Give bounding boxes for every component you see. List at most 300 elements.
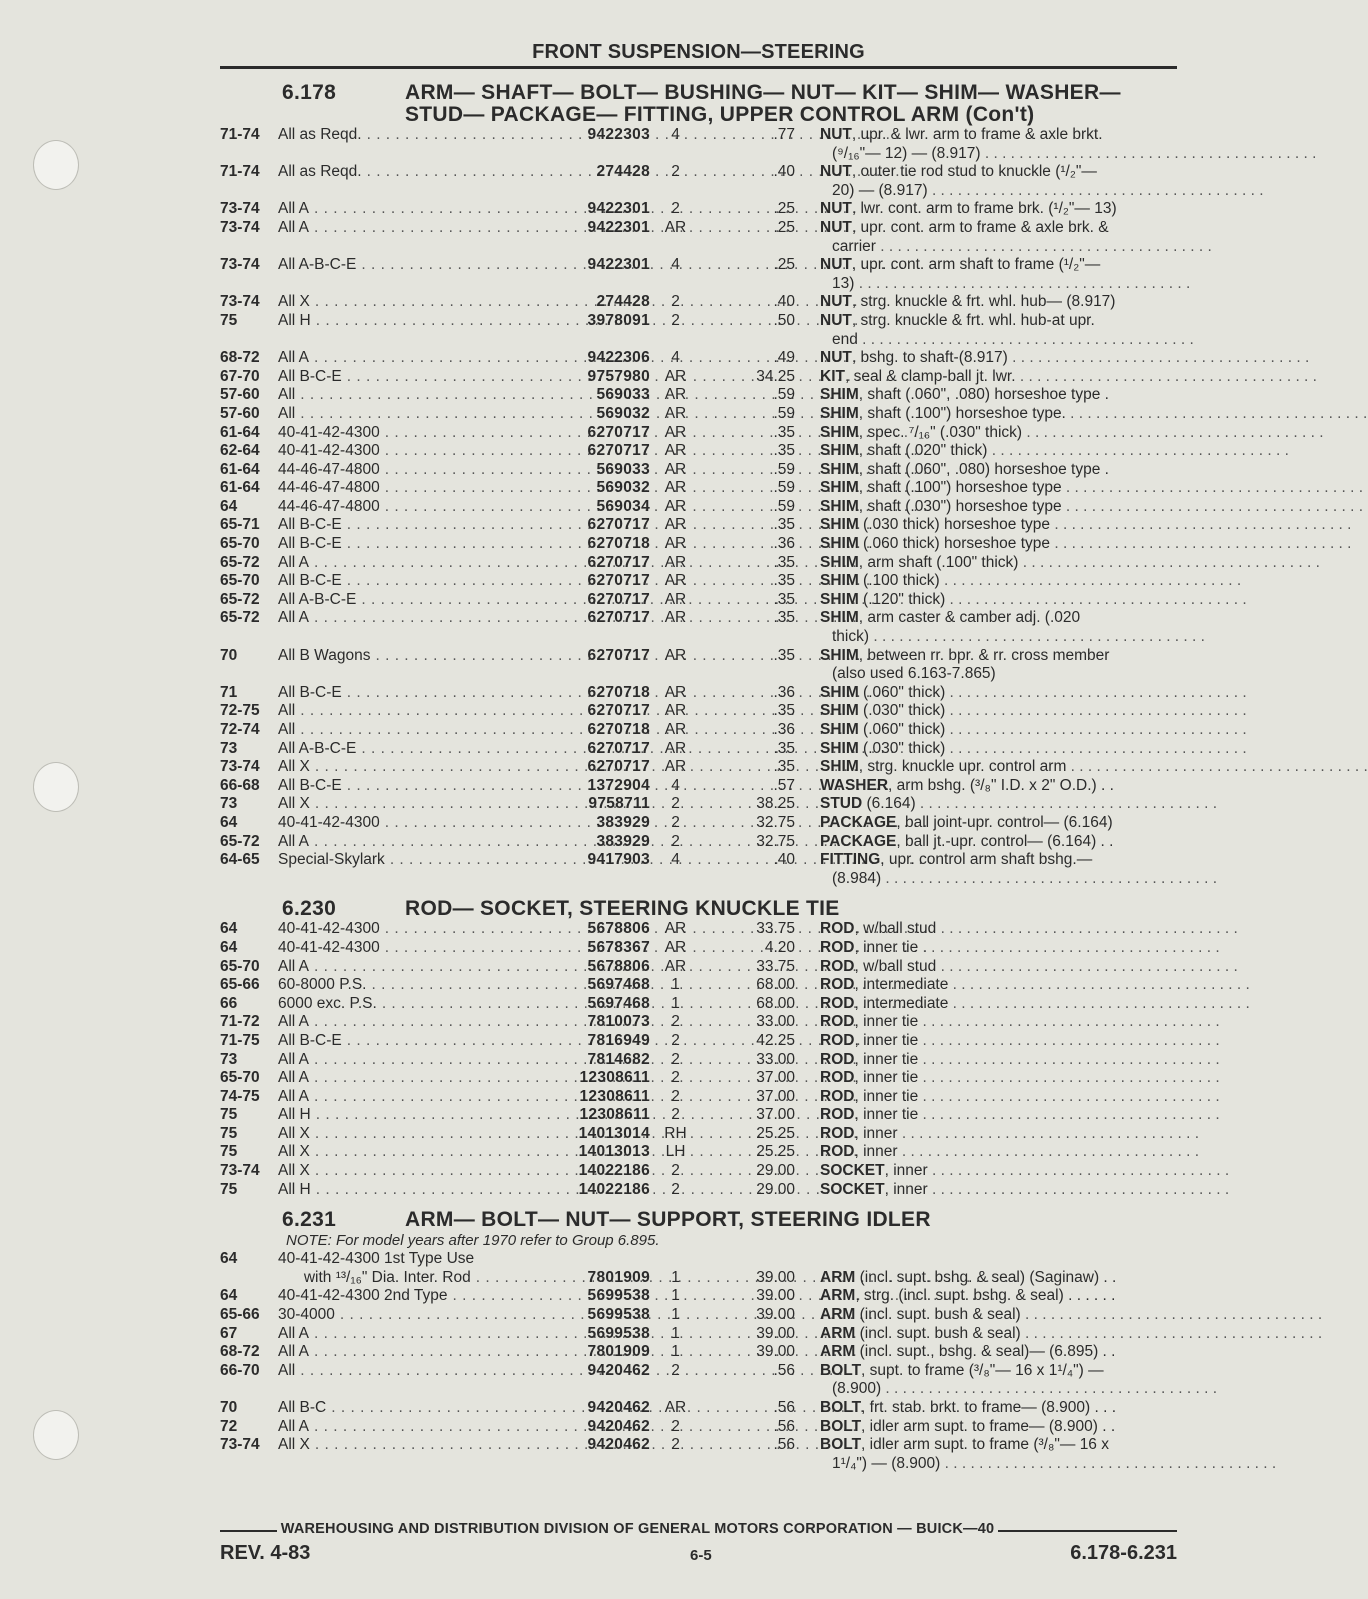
description (795, 479, 1363, 498)
quantity: 2 (671, 1069, 680, 1087)
model-cell (278, 609, 558, 646)
description (795, 424, 1324, 443)
model-cell (278, 1306, 558, 1325)
leader-dots: . . . . . . . . . . . . . . . . . . . . . . . . . . . . . . . . . . . (927, 1162, 1230, 1180)
leader-dots: . . . . . . . . . . . . . . . . . . . . . . . . . . . . . . . . . . . . . . . (857, 330, 1194, 348)
description-text: (.030" thick) (858, 739, 946, 757)
model-text: All B Wagons (278, 646, 371, 664)
quantity: 1 (671, 994, 680, 1012)
model-text: 40-41-42-4300 (278, 442, 380, 460)
section-number: 6.231 (282, 1208, 337, 1232)
table-row (220, 461, 1177, 480)
description-text: (⁹/₁₆"— 12) — (8.917) (832, 144, 981, 162)
part-keyword: NUT (820, 293, 852, 311)
table-row (220, 423, 1324, 443)
price: .35 (773, 553, 795, 571)
part-number: 569033 (596, 460, 650, 478)
model-year: 65-70 (220, 572, 260, 590)
part-keyword: ARM (820, 1287, 856, 1305)
description (795, 1013, 1220, 1032)
table-row (220, 647, 1177, 684)
model-year: 71-75 (220, 1031, 260, 1049)
description-text: , idler arm supt. to frame (³/₈"— 16 x (861, 1436, 1109, 1454)
model-text: 44-46-47-4800 (278, 479, 380, 497)
description-line (820, 1051, 1220, 1070)
table-row (220, 1418, 1177, 1437)
description-line (820, 256, 1190, 275)
part-keyword: ROD (820, 1069, 855, 1087)
price: 25.25 (756, 1124, 795, 1142)
quantity: AR (664, 423, 687, 441)
model-cell (278, 293, 558, 312)
leader-dots: . . . . . . . . . . . . . . . . . . . . . . . . . . . . . . . . . . . . . . . (869, 628, 1205, 646)
quantity: AR (664, 218, 687, 236)
description (795, 1287, 1177, 1306)
model-text: All H (278, 1106, 311, 1124)
description-text: , intermediate (854, 994, 949, 1012)
description-line (820, 702, 1247, 721)
part-number: 14022186 (578, 1180, 650, 1198)
table-row (220, 920, 1238, 939)
table-row (220, 256, 1191, 293)
leader-dots: . . . . . . . . . . . . . . . . . . . . . . . . . . . . . . . . . . . (1050, 535, 1352, 553)
part-keyword: SHIM (820, 739, 859, 757)
model-year: 67-70 (220, 367, 260, 385)
description-continuation (820, 665, 1177, 684)
model-cell (278, 1436, 558, 1473)
quantity: 2 (671, 813, 680, 831)
table-row (220, 609, 1205, 646)
model-text: All (278, 702, 296, 720)
model-cell (278, 312, 558, 349)
description-text: , inner tie (854, 1031, 919, 1049)
model-text: 40-41-42-4300 2nd Type (278, 1287, 448, 1305)
quantity: AR (664, 920, 687, 938)
model-year: 75 (220, 1143, 238, 1161)
model-cell (278, 1088, 558, 1107)
table-row (220, 1143, 1199, 1162)
part-number: 9758711 (588, 795, 650, 813)
description-line (820, 516, 1351, 535)
description-line (820, 572, 1241, 591)
model-text: All A (278, 1013, 310, 1031)
model-cell (278, 1269, 558, 1288)
part-keyword: SOCKET (820, 1180, 885, 1198)
description-line (820, 126, 1316, 145)
part-number: 5697468 (587, 994, 650, 1012)
table-row (220, 1050, 1220, 1070)
model-text: All B-C-E (278, 572, 342, 590)
quantity: 2 (671, 1031, 680, 1049)
description-text: , supt. to frame (³/₈"— 16 x 1¹/₄") — (861, 1361, 1104, 1379)
section-number: 6.178 (282, 81, 337, 104)
description-line (820, 535, 1351, 554)
description (795, 1399, 1177, 1418)
model-cell (278, 126, 558, 163)
price (695, 1250, 795, 1269)
part-number: 9420462 (587, 1436, 650, 1454)
quantity: 4 (671, 776, 680, 794)
part-number: 7810073 (587, 1013, 650, 1031)
table-row (220, 1361, 1218, 1399)
model-cell (278, 1287, 558, 1306)
price: .25 (773, 218, 795, 236)
part-number: 7801909 (587, 1268, 650, 1286)
price: 29.00 (756, 1180, 795, 1198)
price: .59 (773, 404, 795, 422)
leader-dots: . . . . . . . . . . . . . . . . . . . . . . . . . . . . . . . . . . . (1018, 553, 1320, 571)
model-year: 64 (220, 813, 238, 831)
table-row (220, 833, 1177, 852)
quantity: 1 (671, 976, 680, 994)
model-cell (278, 777, 558, 796)
price: .36 (773, 721, 795, 738)
description (795, 1436, 1276, 1473)
model-text: 40-41-42-4300 (278, 938, 380, 956)
model-text: All B-C-E (278, 683, 342, 701)
model-year: 65-66 (220, 1306, 260, 1324)
table-row (220, 386, 1177, 405)
table-row (220, 976, 1250, 995)
quantity: 2 (671, 293, 680, 311)
model-text: All A (278, 1069, 310, 1087)
model-year: 64 (220, 938, 238, 956)
description-line (820, 386, 1177, 405)
part-keyword: NUT (820, 218, 852, 236)
leader-dots: . . . . . . . . . . . . . . . . . . . . . . . . . . . . . . . . . . . (918, 1031, 1220, 1049)
part-number: 274428 (596, 163, 650, 181)
table-row (220, 721, 1247, 740)
description-continuation (820, 331, 1194, 350)
model-year: 57-60 (220, 404, 260, 422)
model-year: 67 (220, 1324, 238, 1342)
price: .35 (773, 572, 795, 590)
leader-dots: . . . . . . . . . . . . . . . . . . . . . . . . . . . . . . . . . . . (945, 702, 1247, 720)
part-keyword: NUT (820, 349, 852, 367)
part-number (558, 1250, 650, 1269)
model-year: 68-72 (220, 349, 260, 367)
table-row (220, 163, 1264, 200)
model-cell (278, 1362, 558, 1399)
description-text: , shaft (.100") horseshoe type. (858, 404, 1066, 422)
quantity: 2 (671, 163, 680, 181)
model-text: 40-41-42-4300 (278, 813, 380, 831)
leader-dots: . . . . . . . . . . . . . . . . . . . . . . . . . . . . . . . . . . . (918, 938, 1220, 956)
part-number: 383929 (596, 832, 650, 850)
model-year: 61-64 (220, 423, 260, 441)
leader-dots: . . . . . . . . . . . . . . . . . . . . . . . . . . . . . . . . . . . (918, 1087, 1220, 1105)
leader-dots: . . . . . . . . . . . . . . . . . . . . . . . . . . . . . . . . . . . . . . . (881, 1380, 1218, 1398)
leader-dots: . . . . . . . . . . . . . . . . . . . . . . . . . . . . . . . . . . . (1007, 349, 1310, 367)
description (795, 535, 1351, 554)
description-text: , shaft (.060", .080) horseshoe type . (858, 460, 1109, 478)
model-text: All as Reqd. (278, 163, 362, 181)
part-number: 5678806 (587, 920, 650, 938)
model-cell (278, 219, 558, 256)
model-year: 71-74 (220, 126, 260, 143)
part-keyword: SHIM (820, 404, 859, 422)
description (795, 1325, 1322, 1344)
quantity: AR (664, 460, 687, 478)
model-year: 66 (220, 994, 238, 1012)
description-text: , upr. control arm shaft bshg.— (880, 851, 1093, 869)
part-keyword: ROD (820, 994, 855, 1012)
description-line (820, 312, 1194, 331)
part-number: 9417903 (587, 851, 650, 869)
description-text: , inner tie (854, 1069, 919, 1087)
part-number: 14013013 (578, 1143, 650, 1161)
section-title (405, 1209, 1177, 1231)
quantity: AR (664, 479, 687, 497)
part-keyword: BOLT (820, 1399, 862, 1416)
binder-hole-top (33, 140, 79, 190)
leader-dots: . . . . . . . . . . . . . . . . . . . . . . . . . . . . . . . . . . . (915, 795, 1218, 813)
table-row (220, 1162, 1230, 1181)
quantity: AR (664, 535, 687, 553)
description-line (820, 1143, 1199, 1162)
part-number: 12308611 (579, 1106, 650, 1124)
section-heading (220, 1209, 1177, 1231)
price: .35 (773, 702, 795, 720)
price: 39.00 (756, 1324, 795, 1342)
leader-dots: . . . . . . . . . . . . . . . . . . . . . . . . . . . . . . . . . . . (945, 721, 1247, 738)
description-line (820, 368, 1317, 387)
leader-dots: . . . . . . . . . . . . . . . . . . . . . . . . . . . . . . . . . . . (987, 442, 1289, 460)
description-text: , spec. ⁷/₁₆" (.030" thick) (858, 423, 1023, 441)
description-line (820, 1436, 1276, 1455)
model-cell (278, 1162, 558, 1181)
description-line (820, 219, 1212, 238)
model-year: 65-72 (220, 590, 260, 608)
leader-dots: . . . . . . . . . . . . . . . . . . . . . . . . . . . . . . . . . . . (1065, 404, 1368, 422)
table-row (220, 1087, 1220, 1107)
part-number: 9422301 (587, 218, 650, 236)
model-year: 72-75 (220, 702, 260, 720)
model-text: All B-C-E (278, 776, 342, 794)
model-cell (278, 920, 558, 939)
description-line (820, 1013, 1220, 1032)
model-year: 75 (220, 311, 238, 329)
model-year: 61-64 (220, 479, 260, 497)
price: 68.00 (756, 976, 795, 994)
table-row (220, 1399, 1177, 1418)
footer-division-text: WAREHOUSING AND DISTRIBUTION DIVISION OF GENERAL MOTORS CORPORATION — BUICK—40 (277, 1521, 999, 1537)
description (795, 1250, 1177, 1269)
price: 33.75 (756, 957, 795, 975)
description (795, 219, 1212, 256)
model-year: 73-74 (220, 200, 260, 218)
model-year: 65-70 (220, 535, 260, 553)
model-cell (278, 995, 558, 1014)
description-text: , shaft (.030") horseshoe type (858, 497, 1062, 515)
part-keyword: SHIM (820, 535, 859, 553)
price: 29.00 (756, 1162, 795, 1180)
model-year: 66-68 (220, 776, 260, 794)
leader-dots: . . . . . . . . . . . . . . . . . . . . . . . . . . . . . . . . . . . (939, 572, 1242, 590)
leader-dots: . . . . . . . . . . . . . . . . . . . . . . . . . . . . . . . . . . . . . . . (927, 181, 1264, 199)
price: .57 (773, 776, 795, 794)
price: .59 (773, 460, 795, 478)
part-number: 12308611 (579, 1087, 650, 1105)
model-text: All (278, 1361, 296, 1379)
model-cell (278, 1013, 558, 1032)
description-text: , strg. knuckle upr. control arm (858, 758, 1067, 776)
part-number: 6270717 (587, 423, 650, 441)
part-keyword: ROD (820, 1106, 855, 1124)
model-cell (278, 498, 558, 517)
table-row (220, 553, 1320, 573)
footer-page-number: 6-5 (690, 1547, 712, 1564)
table-row (220, 1250, 1177, 1269)
part-keyword: NUT (820, 163, 852, 181)
part-number: 12308611 (579, 1069, 650, 1087)
quantity: LH (665, 1143, 686, 1161)
part-keyword: SHIM (820, 386, 859, 404)
part-number: 6270717 (587, 553, 650, 571)
description-line (820, 1181, 1229, 1200)
price: 37.00 (756, 1106, 795, 1124)
quantity: 2 (671, 1417, 680, 1435)
quantity: 2 (671, 311, 680, 329)
model-text: All A (278, 609, 310, 627)
description-text: , inner tie (854, 1087, 919, 1105)
description (795, 702, 1247, 721)
model-cell (278, 1125, 558, 1144)
price: 25.25 (756, 1143, 795, 1161)
model-cell (278, 516, 558, 535)
model-cell (278, 1343, 558, 1362)
table-row (220, 293, 1177, 312)
description-line (820, 939, 1220, 958)
part-keyword: SHIM (820, 646, 859, 664)
description-line (820, 1287, 1177, 1306)
model-text: All X (278, 758, 310, 776)
model-text: All X (278, 1436, 310, 1454)
description-line (820, 200, 1177, 219)
model-cell (278, 591, 558, 610)
description (795, 1362, 1217, 1399)
description-line (820, 958, 1238, 977)
model-text: All A (278, 1050, 310, 1068)
section-title (405, 898, 1177, 920)
table-row (220, 683, 1247, 703)
model-cell (278, 424, 558, 443)
model-cell (278, 1143, 558, 1162)
quantity: AR (664, 442, 687, 460)
description-text: , inner (884, 1162, 928, 1180)
description-text: 1¹/₄") — (8.900) (832, 1454, 941, 1472)
part-keyword: BOLT (820, 1417, 862, 1435)
description-text: , upr. cont. arm to frame & axle brk. & (851, 218, 1109, 236)
description-line (820, 721, 1247, 740)
description-line (820, 1343, 1177, 1362)
model-cell (278, 833, 558, 852)
description-line (820, 461, 1177, 480)
model-text: 44-46-47-4800 (278, 497, 380, 515)
model-text: 44-46-47-4800 (278, 460, 380, 478)
description-line (820, 405, 1367, 424)
part-number: 6270717 (587, 702, 650, 720)
description-line (820, 1125, 1199, 1144)
model-text: All A (278, 1324, 310, 1342)
part-number: 7816949 (587, 1031, 650, 1049)
binder-hole-bottom (33, 1410, 79, 1460)
quantity: AR (664, 702, 687, 720)
description-line (820, 498, 1363, 517)
description-line (820, 851, 1217, 870)
part-keyword: SHIM (820, 590, 859, 608)
description-text: , ball joint-upr. control— (6.164) (896, 813, 1113, 831)
leader-dots: . . . . . . . . . . . . . . . . . . . . . . . . . . . . . . . . . . . (1022, 423, 1324, 441)
table-row (220, 497, 1364, 517)
description-text: , shaft (.060", .080) horseshoe type . (858, 386, 1109, 404)
description (795, 758, 1368, 777)
part-number: 6270717 (587, 609, 650, 627)
part-number: 9420462 (587, 1399, 650, 1416)
part-keyword: SHIM (820, 460, 859, 478)
quantity: 2 (671, 795, 680, 813)
model-text: All B-C-E (278, 516, 342, 534)
part-number: 5699538 (587, 1287, 650, 1305)
model-year: 73-74 (220, 758, 260, 776)
part-number: 6270718 (587, 535, 650, 553)
part-keyword: BOLT (820, 1361, 862, 1379)
model-year: 75 (220, 1124, 238, 1142)
description-text: thick) (832, 628, 870, 646)
leader-dots: . . . . . . . . . . . . . . . . . . . . . . . . . . . . . . . . . . . . . . . (854, 274, 1191, 292)
part-number: 9420462 (587, 1361, 650, 1379)
price: 32.75 (756, 813, 795, 831)
part-number: 7801909 (587, 1343, 650, 1361)
leader-dots: . . . . . . . . . . . . . . . . . . . . . . . . . . . . . . . . . . . (927, 1180, 1230, 1198)
quantity: 2 (671, 1361, 680, 1379)
model-text: All A (278, 1343, 310, 1361)
description (795, 920, 1238, 939)
description (795, 1051, 1220, 1070)
description-continuation (820, 238, 1212, 257)
part-keyword: SHIM (820, 721, 859, 738)
part-number: 6270717 (587, 739, 650, 757)
model-year: 57-60 (220, 386, 260, 404)
description-continuation (820, 275, 1190, 294)
model-cell (278, 1032, 558, 1051)
leader-dots: . . . . . . . . . . . . . . . . . . . . . . . . . . . . . . . . . . . . . . . (980, 144, 1317, 162)
part-keyword: NUT (820, 200, 852, 218)
leader-dots: . . . . . . . . . . . . . . . . . . . . . . . . . . . . . . . . . . . (897, 1124, 1199, 1142)
quantity: AR (664, 683, 687, 701)
part-keyword: BOLT (820, 1436, 862, 1454)
quantity: AR (664, 404, 687, 422)
description (795, 1106, 1220, 1125)
description-text: carrier (832, 237, 876, 255)
description (795, 851, 1217, 888)
description-text: , arm caster & camber adj. (.020 (858, 609, 1081, 627)
part-number: 569032 (596, 404, 650, 422)
table-row (220, 777, 1177, 796)
model-cell (278, 1399, 558, 1418)
table-row (220, 590, 1247, 610)
part-number: 6270717 (587, 646, 650, 664)
quantity: 4 (671, 256, 680, 274)
part-number: 569032 (596, 479, 650, 497)
model-text: 40-41-42-4300 1st Type Use (278, 1250, 475, 1268)
model-text: All A (278, 349, 310, 367)
part-keyword: ROD (820, 920, 855, 938)
table-row (220, 957, 1238, 977)
model-text: All X (278, 293, 310, 311)
leader-dots: . . . . . . . . . . . . . . . . . . . . . . . . . . . . . . . . . . . (918, 1013, 1220, 1031)
description-line (820, 777, 1177, 796)
